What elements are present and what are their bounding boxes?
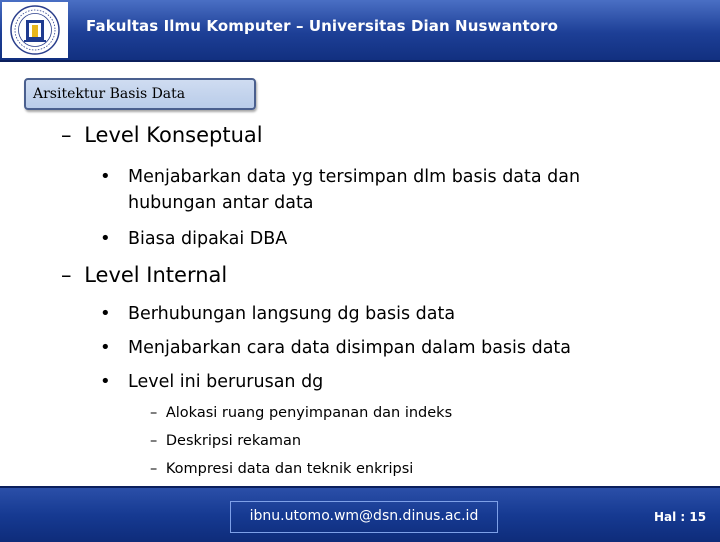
sub-item [150,433,301,449]
dash-marker: – [150,405,158,421]
section-label-text: Arsitektur Basis Data [33,86,186,102]
dash-marker: – [61,123,72,147]
sub-item-text: Deskripsi rekaman [165,433,302,449]
bullet-dot: • [100,228,111,249]
page-number: Hal : 15 [654,510,707,524]
bullet-item [100,228,288,249]
heading-level-konseptual [61,123,263,147]
section-label [24,78,256,110]
header-title: Fakultas Ilmu Komputer – Universitas Dian Nuswantoro [86,17,559,35]
sub-item [150,461,413,477]
sub-item-text: Alokasi ruang penyimpanan dan indeks [165,405,453,421]
bullet-dot: • [100,303,111,324]
header-bar [0,0,720,62]
bullet-text: Biasa dipakai DBA [128,229,288,249]
bullet-item [100,303,456,324]
heading-text: Level Konseptual [84,123,263,147]
dash-marker: – [150,433,158,449]
bullet-text: Level ini berurusan dg [128,372,324,392]
bullet-text: Berhubungan langsung dg basis data [128,304,456,324]
dash-marker: – [150,461,158,477]
bullet-dot: • [100,371,111,392]
bullet-text: hubungan antar data [128,193,314,213]
footer-bar [0,486,720,542]
bullet-text: Menjabarkan data yg tersimpan dlm basis data dan [128,167,581,187]
footer-email: ibnu.utomo.wm@dsn.dinus.ac.id [249,508,479,524]
dash-marker: – [61,263,72,287]
sub-item [150,405,452,421]
bullet-dot: • [100,337,111,358]
bullet-item [100,166,581,187]
heading-text: Level Internal [84,263,228,287]
footer-email-box [230,501,498,533]
bullet-item [100,371,324,392]
logo [2,2,68,58]
bullet-text: Menjabarkan cara data disimpan dalam basis data [128,338,572,358]
bullet-item [100,337,572,358]
bullet-dot: • [100,166,111,187]
sub-item-text: Kompresi data dan teknik enkripsi [165,461,414,477]
heading-level-internal [61,263,227,287]
university-emblem-icon [7,3,63,57]
bullet-item-continuation [128,193,314,213]
